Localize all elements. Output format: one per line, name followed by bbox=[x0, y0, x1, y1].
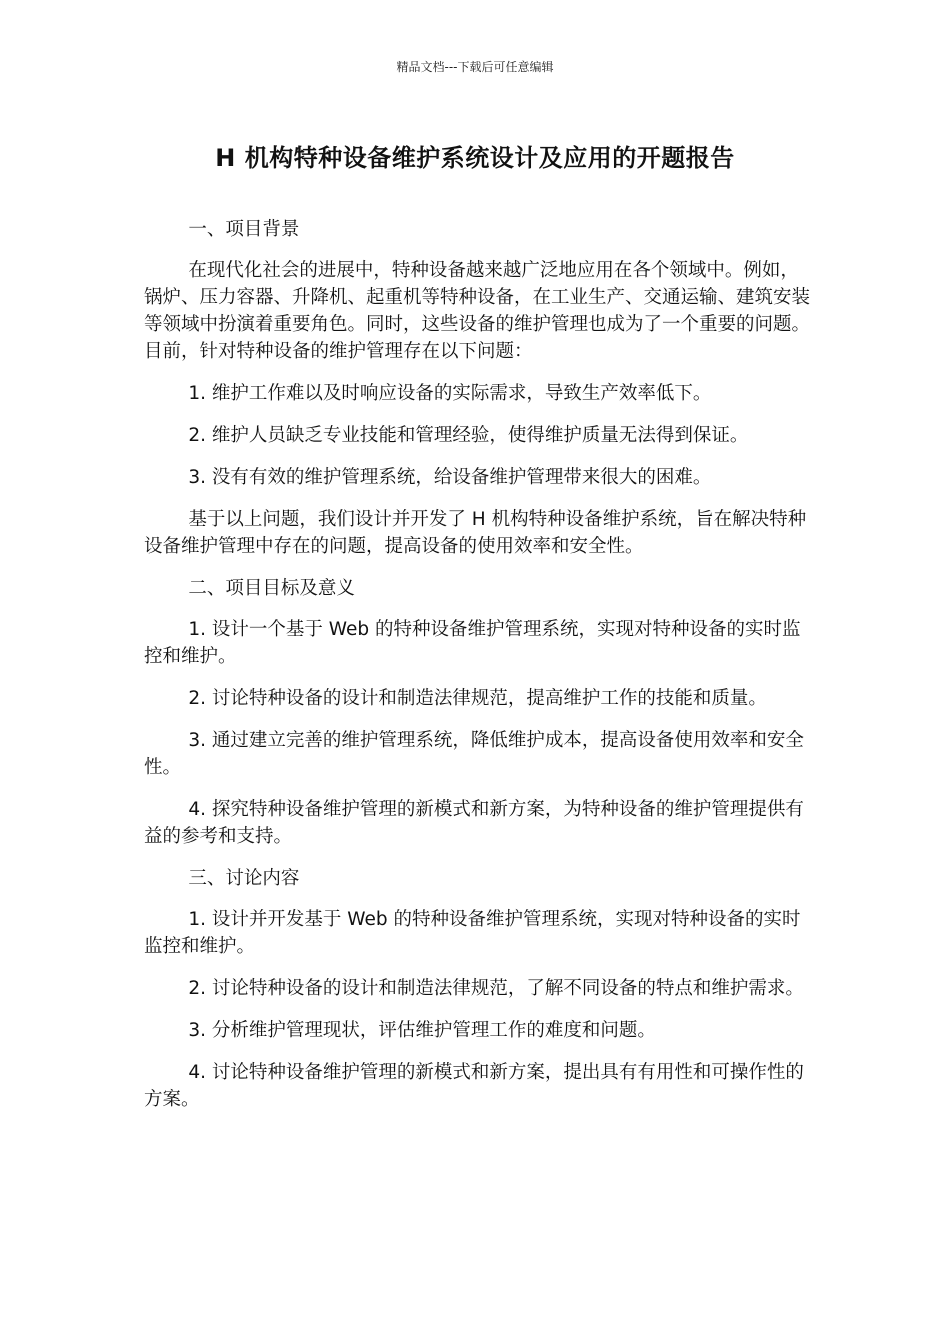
list-item: 2. 维护人员缺乏专业技能和管理经验，使得维护质量无法得到保证。 bbox=[188, 425, 749, 446]
list-item: 3. 分析维护管理现状，评估维护管理工作的难度和问题。 bbox=[188, 1020, 656, 1041]
list-item: 3. 通过建立完善的维护管理系统，降低维护成本，提高设备使用效率和安全性。 bbox=[144, 730, 804, 778]
section-heading: 一、项目背景 bbox=[188, 219, 300, 240]
paragraph: 基于以上问题，我们设计并开发了 H 机构特种设备维护系统，旨在解决特种设备维护管理中存在的问题，提高设备的使用效率和安全性。 bbox=[144, 509, 807, 557]
list-item: 3. 没有有效的维护管理系统，给设备维护管理带来很大的困难。 bbox=[188, 467, 712, 488]
list-item: 2. 讨论特种设备的设计和制造法律规范，了解不同设备的特点和维护需求。 bbox=[188, 978, 804, 999]
document-body bbox=[144, 216, 812, 1128]
document-title: H 机构特种设备维护系统设计及应用的开题报告 bbox=[215, 144, 735, 172]
list-item: 1. 维护工作难以及时响应设备的实际需求，导致生产效率低下。 bbox=[188, 383, 712, 404]
list-item: 1. 设计一个基于 Web 的特种设备维护管理系统，实现对特种设备的实时监控和维护。 bbox=[144, 619, 801, 667]
list-item: 4. 探究特种设备维护管理的新模式和新方案，为特种设备的维护管理提供有益的参考和支持。 bbox=[144, 799, 804, 847]
section-heading: 二、项目目标及意义 bbox=[188, 578, 355, 599]
list-item: 4. 讨论特种设备维护管理的新模式和新方案，提出具有有用性和可操作性的方案。 bbox=[144, 1062, 804, 1110]
page-header: 精品文档---下载后可任意编辑 bbox=[396, 60, 554, 74]
list-item: 1. 设计并开发基于 Web 的特种设备维护管理系统，实现对特种设备的实时监控和维护。 bbox=[144, 909, 801, 957]
paragraph: 在现代化社会的进展中，特种设备越来越广泛地应用在各个领域中。例如，锅炉、压力容器、升降机、起重机等特种设备，在工业生产、交通运输、建筑安装等领域中扮演着重要角色。同时，这些设备的维护管理也成为了一个重要的问题。目前，针对特种设备的维护管理存在以下问题： bbox=[144, 260, 811, 362]
list-item: 2. 讨论特种设备的设计和制造法律规范，提高维护工作的技能和质量。 bbox=[188, 688, 767, 709]
section-heading: 三、讨论内容 bbox=[188, 868, 300, 889]
